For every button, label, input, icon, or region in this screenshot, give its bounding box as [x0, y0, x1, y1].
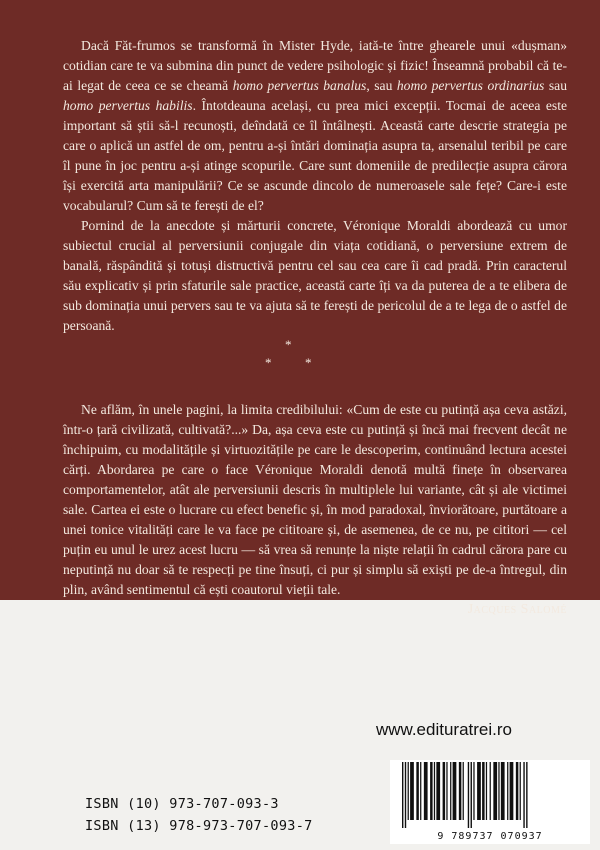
separator-star: *	[285, 337, 292, 352]
barcode-bar	[463, 762, 464, 820]
section-separator	[63, 336, 567, 380]
p1-italic-1: homo pervertus banalus	[232, 78, 367, 93]
barcode-bar	[408, 762, 409, 820]
barcode-bar	[473, 762, 474, 820]
barcode-bar	[493, 762, 497, 820]
p1-text-b: , sau	[366, 78, 397, 93]
barcode-bar	[443, 762, 446, 820]
p1-italic-2: homo pervertus ordinarius	[396, 78, 545, 93]
p1-text-a: Dacă Făt-frumos se transformă în Mister Hyde, iată-te între ghearele unui «dușman» cotidian care te va submina din punct de vedere psihologic și fizic! Înseamnă probabil că te-ai legat de ceea ce se cheamă	[63, 38, 567, 93]
p1-text-d: . Întotdeauna același, cu prea mici excepții. Tocmai de aceea este important să știi să-l recunoști, deîndată ce îl întâlnești. Această carte descrie strategia pe care o aplică un astfel de om, pentru a-și întări dominația asupra ta, arsenalul teribil pe care îl pune în joc pentru a-și atinge scopurile. Care sunt domeniile de predilecție asupra cărora își exercită arta manipulării? Ce se ascunde dincolo de numeroasele sale fețe? Care-i este vocabularul? Cum să te ferești de el?	[63, 98, 568, 213]
separator-star: *	[305, 355, 312, 370]
separator-star: *	[265, 355, 272, 370]
paragraph-2: Pornind de la anecdote și mărturii concrete, Véronique Moraldi abordează cu umor subiectul crucial al perversiunii conjugale din viața cotidiană, o perversiune extrem de banală, răspândită și totuși distructivă pentru cel sau cea care îi cad pradă. Prin caracterul său explicativ și prin sfaturile sale practice, această carte îți va da puterea de a te elibera de sub dominația unui pervers sau te va ajuta să te ferești de pericolul de a te lega de o astfel de persoană.	[63, 218, 567, 333]
barcode-bar	[434, 762, 435, 820]
p1-text-c: sau	[544, 78, 567, 93]
barcode-bar	[477, 762, 481, 820]
barcode-bar	[446, 762, 447, 820]
barcode-bar	[430, 762, 433, 820]
barcode-bars	[394, 760, 586, 830]
barcode-bar	[486, 762, 487, 820]
paragraph-3: Ne aflăm, în unele pagini, la limita credibilului: «Cum de este cu putință așa ceva astăzi, într-o țară civilizată, cultivată?...» Da, așa ceva este cu putință și încă mai frecvent decât ne închipuim, cu modalitățile și virtuozitățile pe care le descoperim, continuând lectura acestei cărți. Abordarea pe care o face Véronique Moraldi denotă multă finețe în observarea comportamentelor, atât ale perversiunii descris în multiplele lui variante, cât și ale victimei sale. Cartea ei este o lucrare cu efect benefic și, în mod paradoxal, înviorătoare, purtătoare a unei tonice vitalități care le va face pe cititoare și, de asemenea, de ce nu, pe cititori — cel puțin eu unul le urez acest lucru — să vrea să renunțe la niște relații în cadrul cărora pare cu neputință nu doar să te respecți pe tine însuți, ci pur și simplu să exiști pe de-a întregul, din plin, având sentimentul că ești coautorul vieții tale.	[63, 402, 567, 597]
barcode-bar	[523, 762, 524, 828]
barcode-bar	[490, 762, 491, 820]
barcode-bar	[468, 762, 469, 828]
barcode	[390, 760, 590, 844]
isbn-13: ISBN (13) 978-973-707-093-7	[85, 818, 313, 834]
barcode-bar	[402, 762, 403, 828]
isbn-10: ISBN (10) 973-707-093-3	[85, 796, 279, 812]
barcode-bar	[453, 762, 457, 820]
p1-italic-3: homo pervertus habilis	[63, 98, 193, 113]
blurb-text	[63, 36, 567, 620]
barcode-bar	[498, 762, 499, 820]
barcode-bar	[520, 762, 521, 820]
barcode-bar	[501, 762, 505, 820]
author-signature: Jacques Salomé	[467, 602, 567, 617]
barcode-bar	[436, 762, 440, 820]
paragraph-1	[63, 36, 567, 216]
barcode-bar	[516, 762, 519, 820]
barcode-bar	[424, 762, 428, 820]
barcode-bar	[471, 762, 472, 828]
barcode-bar	[526, 762, 527, 828]
barcode-number: 9 789737 070937	[437, 831, 543, 842]
barcode-bar	[420, 762, 421, 820]
barcode-bar	[482, 762, 485, 820]
barcode-bar	[410, 762, 414, 820]
barcode-bar	[507, 762, 508, 820]
publisher-website[interactable]: www.edituratrei.ro	[375, 720, 512, 739]
barcode-bar	[510, 762, 514, 820]
barcode-bar	[450, 762, 451, 820]
barcode-bar	[459, 762, 462, 820]
barcode-bar	[416, 762, 419, 820]
barcode-bar	[405, 762, 406, 828]
